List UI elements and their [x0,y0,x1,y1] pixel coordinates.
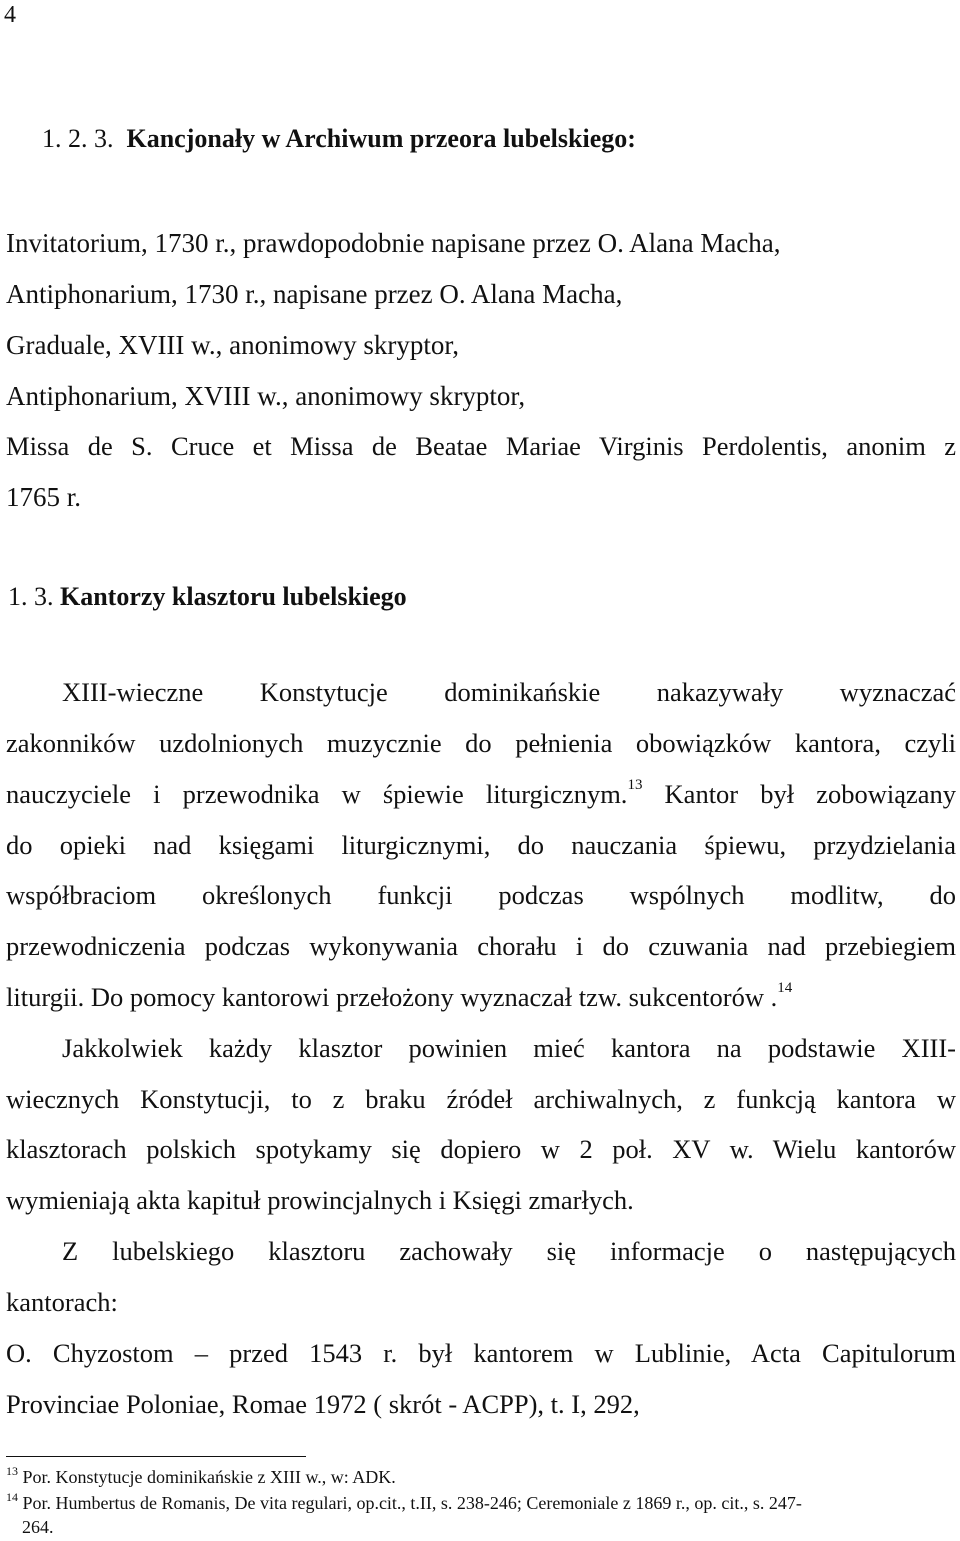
text-fragment: Kantor był zobowiązany [664,779,957,809]
paragraph-line: zakonników uzdolnionych muzycznie do pełnienia obowiązków kantora, czyli [6,728,956,758]
section-heading-kancjonaly [42,124,636,154]
footnote-continuation: 264. [22,1517,54,1537]
paragraph-line: klasztorach polskich spotykamy się dopiero w 2 poł. XV w. Wielu kantorów [6,1134,956,1164]
paragraph-line: współbraciom określonych funkcji podczas wspólnych modlitw, do [6,880,956,910]
paragraph-line: O. Chyzostom – przed 1543 r. był kantorem w Lublinie, Acta Capitulorum [6,1338,956,1368]
paragraph-line: XIII-wieczne Konstytucje dominikańskie nakazywały wyznaczać [62,677,956,707]
footnote-number: 14 [6,1490,18,1504]
footnote-divider [6,1456,306,1457]
section-heading-kantorzy [8,582,407,612]
section-number: 1. 3. [8,582,54,611]
paragraph-line: wymieniają akta kapituł prowincjalnych i Księgi zmarłych. [6,1185,634,1215]
section-number: 1. 2. 3. [42,124,114,153]
footnote-ref: 14 [777,980,793,996]
list-item: Antiphonarium, XVIII w., anonimowy skryptor, [6,381,526,411]
list-item: 1765 r. [6,482,82,512]
paragraph-line: Jakkolwiek każdy klasztor powinien mieć kantora na podstawie XIII- [62,1033,956,1063]
footnote-ref: 13 [627,777,643,793]
paragraph-line: przewodniczenia podczas wykonywania chorału i do czuwania nad przebiegiem [6,931,956,961]
paragraph-line-with-ref [6,779,956,810]
text-fragment: nauczyciele i przewodnika w śpiewie liturgicznym. [6,779,628,809]
paragraph-line: kantorach: [6,1287,118,1317]
paragraph-line: do opieki nad księgami liturgicznymi, do nauczania śpiewu, przydzielania [6,830,956,860]
paragraph-line: Provinciae Poloniae, Romae 1972 ( skrót - ACPP), t. I, 292, [6,1389,640,1419]
page-number: 4 [4,2,16,28]
section-title: Kancjonały w Archiwum przeora lubelskiego: [126,124,636,153]
list-item: Graduale, XVIII w., anonimowy skryptor, [6,330,460,360]
section-title: Kantorzy klasztoru lubelskiego [60,582,407,611]
list-item: Antiphonarium, 1730 r., napisane przez O. Alana Macha, [6,279,623,309]
list-item: Invitatorium, 1730 r., prawdopodobnie napisane przez O. Alana Macha, [6,228,781,258]
footnote-number: 13 [6,1464,18,1478]
list-item: Missa de S. Cruce et Missa de Beatae Mariae Virginis Perdolentis, anonim z [6,431,956,461]
footnote [6,1464,396,1488]
footnote-text: Por. Konstytucje dominikańskie z XIII w., w: ADK. [22,1467,396,1487]
footnote [6,1490,802,1514]
paragraph-line: wiecznych Konstytucji, to z braku źródeł archiwalnych, z funkcją kantora w [6,1084,956,1114]
footnote-text: Por. Humbertus de Romanis, De vita regulari, op.cit., t.II, s. 238-246; Ceremoniale z 1869 r., op. cit., s. 247- [22,1493,802,1513]
paragraph-line: Z lubelskiego klasztoru zachowały się informacje o następujących [62,1236,956,1266]
paragraph-line-with-ref [6,982,956,1013]
text-fragment: liturgii. Do pomocy kantorowi przełożony wyznaczał tzw. sukcentorów . [6,982,778,1012]
